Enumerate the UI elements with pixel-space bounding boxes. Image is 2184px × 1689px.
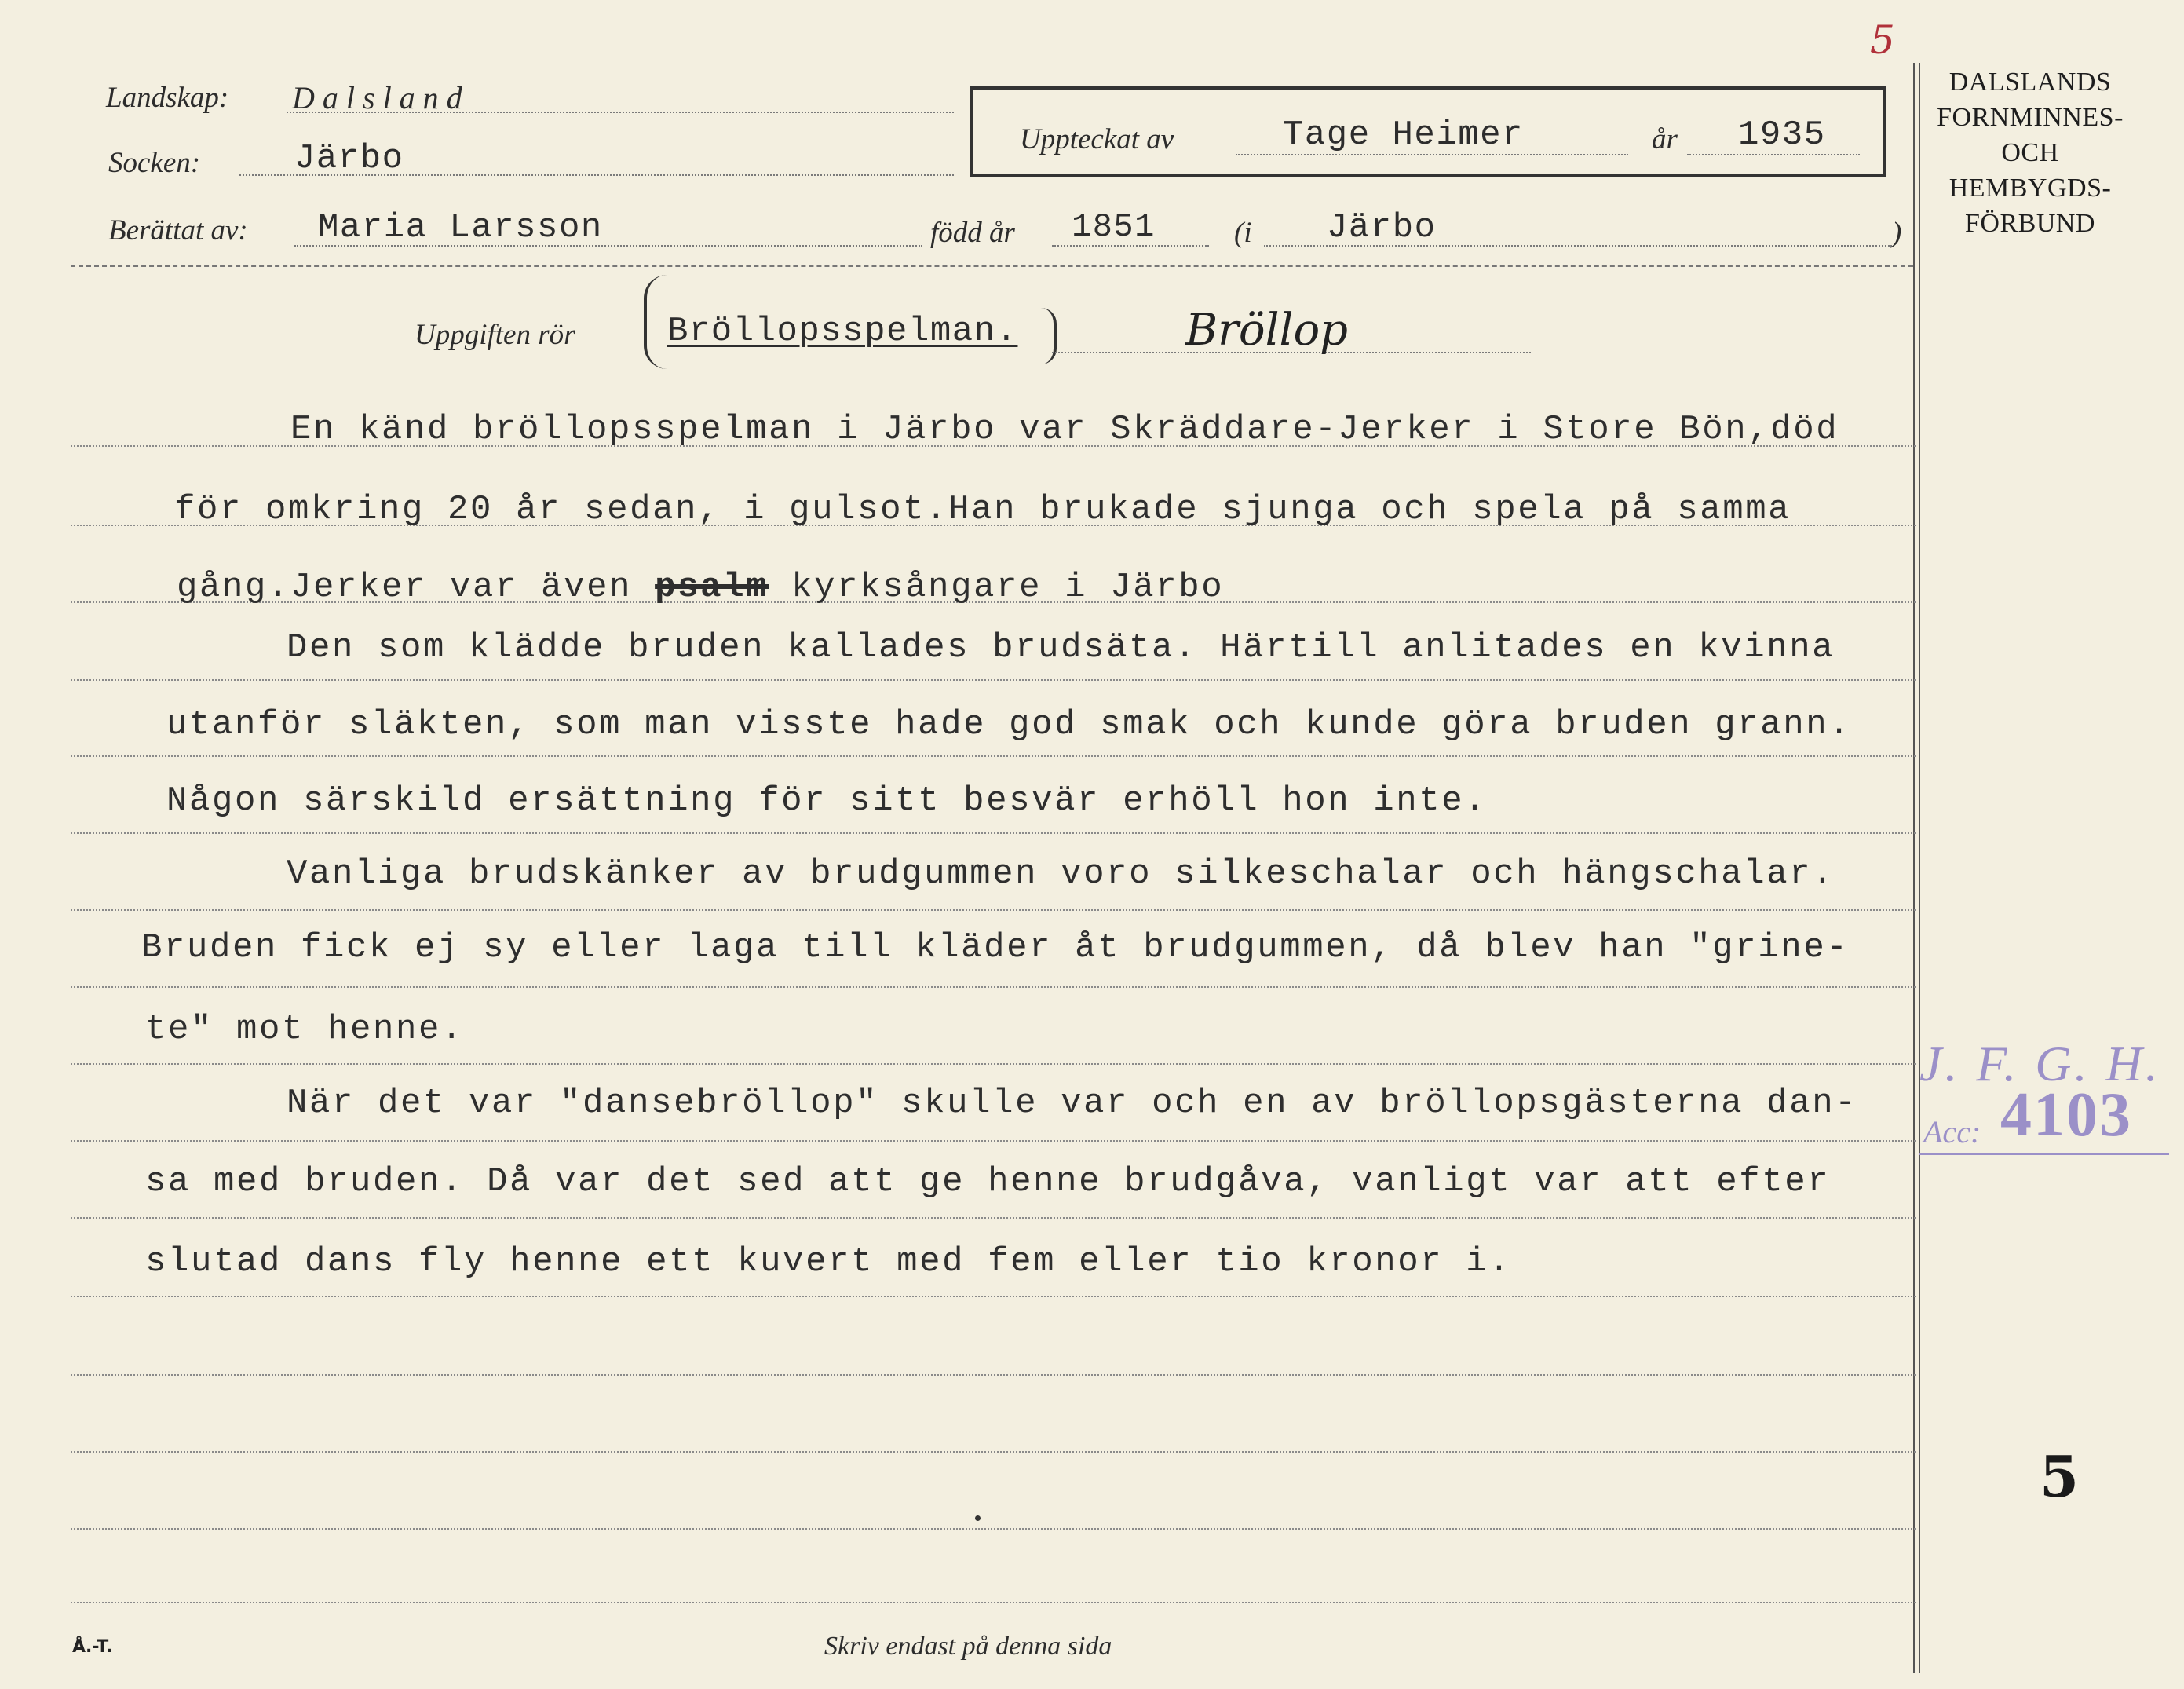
ruled-line [71, 1451, 1916, 1453]
ruled-line [71, 1602, 1916, 1603]
body-line-3 [177, 568, 1224, 607]
body-line-11: sa med bruden. Då var det sed att ge henne brudgåva, vanligt var att efter [145, 1162, 1831, 1201]
topic-label: Uppgiften rör [415, 319, 575, 351]
ruled-line [71, 1296, 1916, 1297]
association-line-3: OCH [2001, 138, 2059, 167]
recorder-year-value: 1935 [1738, 115, 1826, 155]
topic-handwritten: Bröllop [1185, 305, 1349, 356]
berattat-label: Berättat av: [108, 214, 248, 247]
body-line-5: utanför släkten, som man visste hade god smak och kunde göra bruden grann. [166, 705, 1852, 744]
socken-value: Järbo [294, 139, 404, 178]
ink-dot [975, 1515, 981, 1521]
fodd-label: född år [930, 217, 1015, 249]
page-number-bold: 5 [2040, 1443, 2080, 1510]
ruled-line [71, 832, 1916, 834]
ruled-line [71, 986, 1916, 988]
body-line-7: Vanliga brudskänker av brudgummen voro silkeschalar och hängschalar. [287, 854, 1835, 894]
ruled-line [71, 679, 1916, 681]
body-line-1: En känd bröllopsspelman i Järbo var Skräddare-Jerker i Store Bön,död [290, 410, 1839, 449]
footer-instruction: Skriv endast på denna sida [824, 1632, 1112, 1661]
association-line-1: DALSLANDS [1948, 68, 2112, 97]
fodd-place-open: (i [1234, 217, 1252, 249]
landskap-label: Landskap: [106, 82, 229, 114]
recorder-label: Uppteckat av [1020, 123, 1174, 155]
socken-label: Socken: [108, 147, 201, 179]
archive-stamp-acc-label: Acc: [1923, 1114, 1981, 1150]
topic-bracket-close [1036, 308, 1057, 364]
body-top-rule [71, 265, 1913, 267]
struck-word: psalm [655, 568, 769, 607]
body-line-6: Någon särskild ersättning för sitt besvär erhöll hon inte. [166, 781, 1488, 821]
body-line-12: slutad dans fly henne ett kuvert med fem eller tio kronor i. [145, 1242, 1512, 1281]
archive-stamp-line1: J. F. G. H. [1919, 1036, 2161, 1091]
landskap-value: D a l s l a n d [292, 80, 462, 115]
recorder-value: Tage Heimer [1283, 115, 1524, 155]
fodd-value: 1851 [1072, 208, 1156, 246]
recorder-box [970, 86, 1886, 177]
association-line-4: HEMBYGDS- [1948, 174, 2112, 203]
fodd-place-value: Järbo [1327, 208, 1437, 247]
ruled-line [71, 909, 1916, 911]
margin-rule-outer [1913, 63, 1915, 1673]
ruled-line [71, 1528, 1916, 1530]
ruled-line [71, 1140, 1916, 1142]
recorder-year-label: år [1652, 123, 1678, 155]
body-line-3-end: kyrksångare i Järbo [769, 568, 1225, 607]
ruled-line [71, 1217, 1916, 1219]
body-line-8: Bruden fick ej sy eller laga till kläder åt brudgummen, då blev han "grine- [141, 928, 1850, 967]
body-line-9: te" mot henne. [145, 1010, 465, 1049]
ruled-line [71, 1063, 1916, 1065]
body-line-10: När det var "dansebröllop" skulle var och en av bröllopsgästerna dan- [287, 1084, 1858, 1123]
association-line-5: FÖRBUND [1965, 209, 2095, 238]
topic-value: Bröllopsspelman. [667, 312, 1018, 351]
margin-rule-inner [1919, 63, 1920, 1673]
ruled-line [71, 1374, 1916, 1376]
association-name [1920, 64, 2140, 241]
archive-stamp-acc-number: 4103 [2000, 1080, 2132, 1150]
page-number-red: 5 [1870, 17, 1895, 63]
archive-stamp-underline [1919, 1153, 2169, 1155]
body-line-2: för omkring 20 år sedan, i gulsot.Han brukade sjunga och spela på samma [174, 490, 1791, 529]
footer-code: Å.-T. [72, 1637, 113, 1657]
fodd-place-close: ) [1892, 217, 1902, 249]
ruled-line [71, 755, 1916, 757]
body-line-3-start: gång.Jerker var även [177, 568, 656, 607]
berattat-value: Maria Larsson [318, 208, 603, 247]
body-line-4: Den som klädde bruden kallades brudsäta. Härtill anlitades en kvinna [287, 628, 1835, 667]
association-line-2: FORNMINNES- [1937, 103, 2124, 132]
